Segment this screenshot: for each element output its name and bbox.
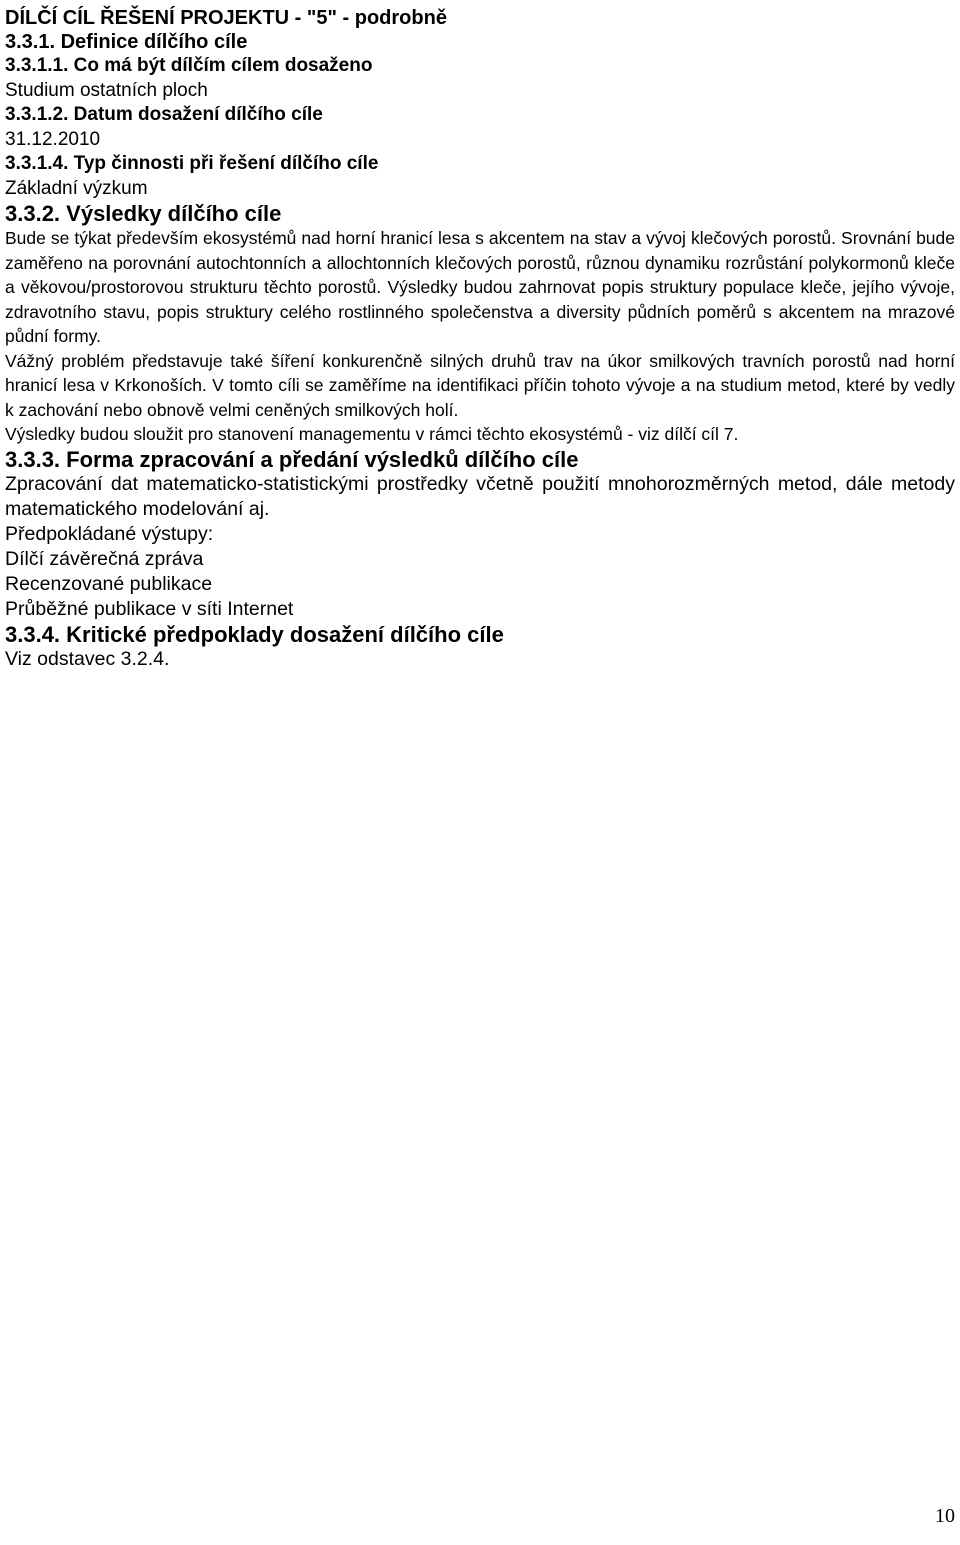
text-3-3-4: Viz odstavec 3.2.4. [5,647,170,670]
output-item: Recenzované publikace [5,572,213,595]
text-3-3-1-2: 31.12.2010 [5,128,101,150]
paragraph: Bude se týkat především ekosystémů nad horní hranicí lesa s akcentem na stav a vývoj klečových porostů. Srovnání bude zaměřeno na porovnání autochtonních a allochtonních klečových porostů, různou dynamiku rozrůstání polykormonů kleče a věkovou/prostorovou strukturu těchto porostů. Výsledky budou zahrnovat popis struktury populace kleče, jejího vývoje, zdravotního stavu, popis struktury celého rostlinného společenstva a diversity půdních poměrů s akcentem na mrazové půdní formy. [5,228,955,346]
output-item: Průběžné publikace v síti Internet [5,597,294,620]
heading-3-3-1-1: 3.3.1.1. Co má být dílčím cílem dosaženo [5,55,373,76]
text-3-3-1-1: Studium ostatních ploch [5,79,208,101]
heading-3-3-4: 3.3.4. Kritické předpoklady dosažení dílčího cíle [5,621,504,647]
paragraph: Výsledky budou sloužit pro stanovení managementu v rámci těchto ekosystémů - viz dílčí cíl 7. [5,424,739,444]
heading-3-3-2: 3.3.2. Výsledky dílčího cíle [5,201,282,226]
text-3-3-1-4: Základní výzkum [5,177,148,199]
document-title: DÍLČÍ CÍL ŘEŠENÍ PROJEKTU - "5" - podrobně [5,7,447,29]
text-3-3-3: Zpracování dat matematicko-statistickými prostředky včetně použití mnohorozměrných metod, dále metody matematického modelování aj. [5,472,955,520]
heading-3-3-3: 3.3.3. Forma zpracování a předání výsledků dílčího cíle [5,446,579,472]
output-item: Dílčí závěrečná zpráva [5,547,204,570]
document-page [5,0,955,672]
heading-3-3-1-2: 3.3.1.2. Datum dosažení dílčího cíle [5,104,323,125]
heading-3-3-1-4: 3.3.1.4. Typ činnosti při řešení dílčího cíle [5,153,379,174]
page-number: 10 [935,1505,955,1527]
heading-3-3-1: 3.3.1. Definice dílčího cíle [5,31,248,53]
section-3-3-2-body [5,226,955,447]
paragraph: Vážný problém představuje také šíření konkurenčně silných druhů trav na úkor smilkových travních porostů nad horní hranicí lesa v Krkonoších. V tomto cíli se zaměříme na identifikaci příčin tohoto vývoje a na studium metod, které by vedly k zachování nebo obnově velmi ceněných smilkových holí. [5,350,955,420]
outputs-label: Předpokládané výstupy: [5,522,214,545]
